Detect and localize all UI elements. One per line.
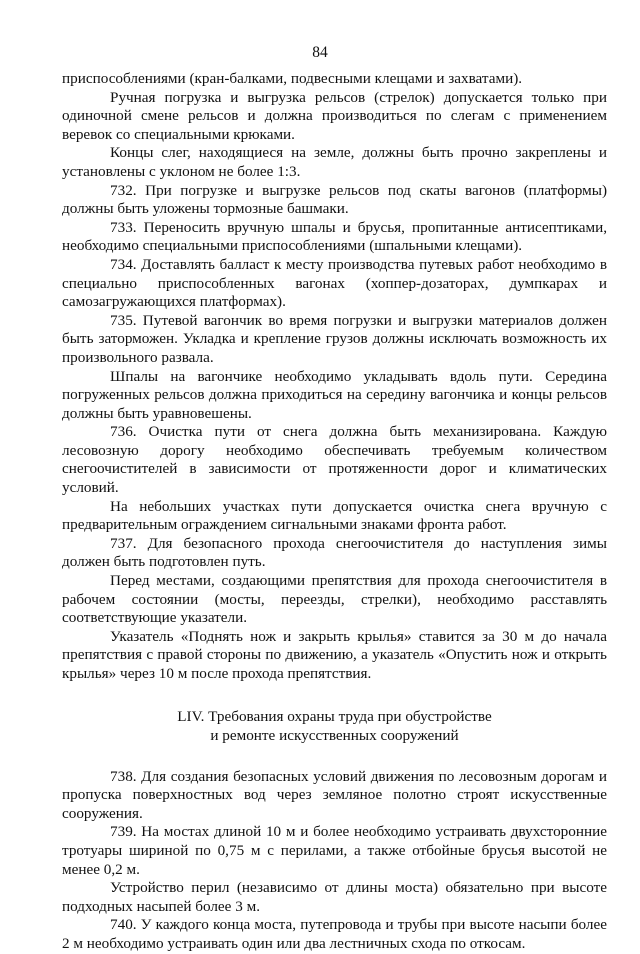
paragraphs-bottom: [62, 768, 607, 954]
section-heading-line1: LIV. Требования охраны труда при обустройстве: [177, 707, 492, 725]
paragraph: 736. Очистка пути от снега должна быть механизирована. Каждую лесовозную дорогу необходимо обеспечивать требуемым количеством снегоочистителей в зависимости от протяженности дорог и климатических условий.: [62, 423, 607, 497]
paragraph: Концы слег, находящиеся на земле, должны быть прочно закреплены и установлены с уклоном не более 1:3.: [62, 144, 607, 180]
paragraph: 738. Для создания безопасных условий движения по лесовозным дорогам и пропуска поверхностных вод через земляное полотно строят искусственные сооружения.: [62, 767, 607, 822]
section-heading-line2: и ремонте искусственных сооружений: [210, 726, 459, 744]
paragraph: приспособлениями (кран-балками, подвесными клещами и захватами).: [62, 70, 523, 87]
document-body: [62, 70, 607, 954]
page-number: 84: [312, 44, 328, 61]
paragraph: Устройство перил (независимо от длины моста) обязательно при высоте подходных насыпей более 3 м.: [62, 879, 607, 915]
paragraphs-top: [62, 70, 607, 684]
paragraph: Ручная погрузка и выгрузка рельсов (стрелок) допускается только при одиночной смене рельсов и должна производиться по слегам с применением веревок со специальными крюками.: [62, 88, 607, 143]
paragraph: 732. При погрузке и выгрузке рельсов под скаты вагонов (платформы) должны быть уложены тормозные башмаки.: [62, 181, 607, 218]
section-heading: [62, 707, 607, 745]
paragraph: Указатель «Поднять нож и закрыть крылья» ставится за 30 м до начала препятствия с правой стороны по движению, а указатель «Опустить нож и открыть крылья» через 10 м после прохода препятствия.: [62, 627, 607, 682]
paragraph: 734. Доставлять балласт к месту производства путевых работ необходимо в специально приспособленных вагонах (хоппер-дозаторах, думпкарах и самозагружающихся платформах).: [62, 255, 607, 311]
paragraph: 739. На мостах длиной 10 м и более необходимо устраивать двухсторонние тротуары шириной по 0,75 м с перилами, а также отбойные брусья высотой не менее 0,2 м.: [62, 823, 607, 878]
paragraph: 740. У каждого конца моста, путепровода и трубы при высоте насыпи более 2 м необходимо устраивать один или два лестничных схода по откосам.: [62, 916, 607, 952]
paragraph: 737. Для безопасного прохода снегоочистителя до наступления зимы должен быть подготовлен путь.: [62, 534, 607, 571]
paragraph: На небольших участках пути допускается очистка снега вручную с предварительным ограждением сигнальными знаками фронта работ.: [62, 497, 607, 534]
paragraph: 735. Путевой вагончик во время погрузки и выгрузки материалов должен быть заторможен. Укладка и крепление грузов должны исключать возможность их произвольного развала.: [62, 311, 607, 366]
paragraph: 733. Переносить вручную шпалы и брусья, пропитанные антисептиками, необходимо специальными приспособлениями (шпальными клещами).: [62, 218, 607, 255]
paragraph: Перед местами, создающими препятствия для прохода снегоочистителя в рабочем состоянии (мосты, переезды, стрелки), необходимо расставлять соответствующие указатели.: [62, 572, 607, 627]
paragraph: Шпалы на вагончике необходимо укладывать вдоль пути. Середина погруженных рельсов должна приходиться на середину вагончика и концы рельсов должны быть уравновешены.: [62, 367, 607, 422]
